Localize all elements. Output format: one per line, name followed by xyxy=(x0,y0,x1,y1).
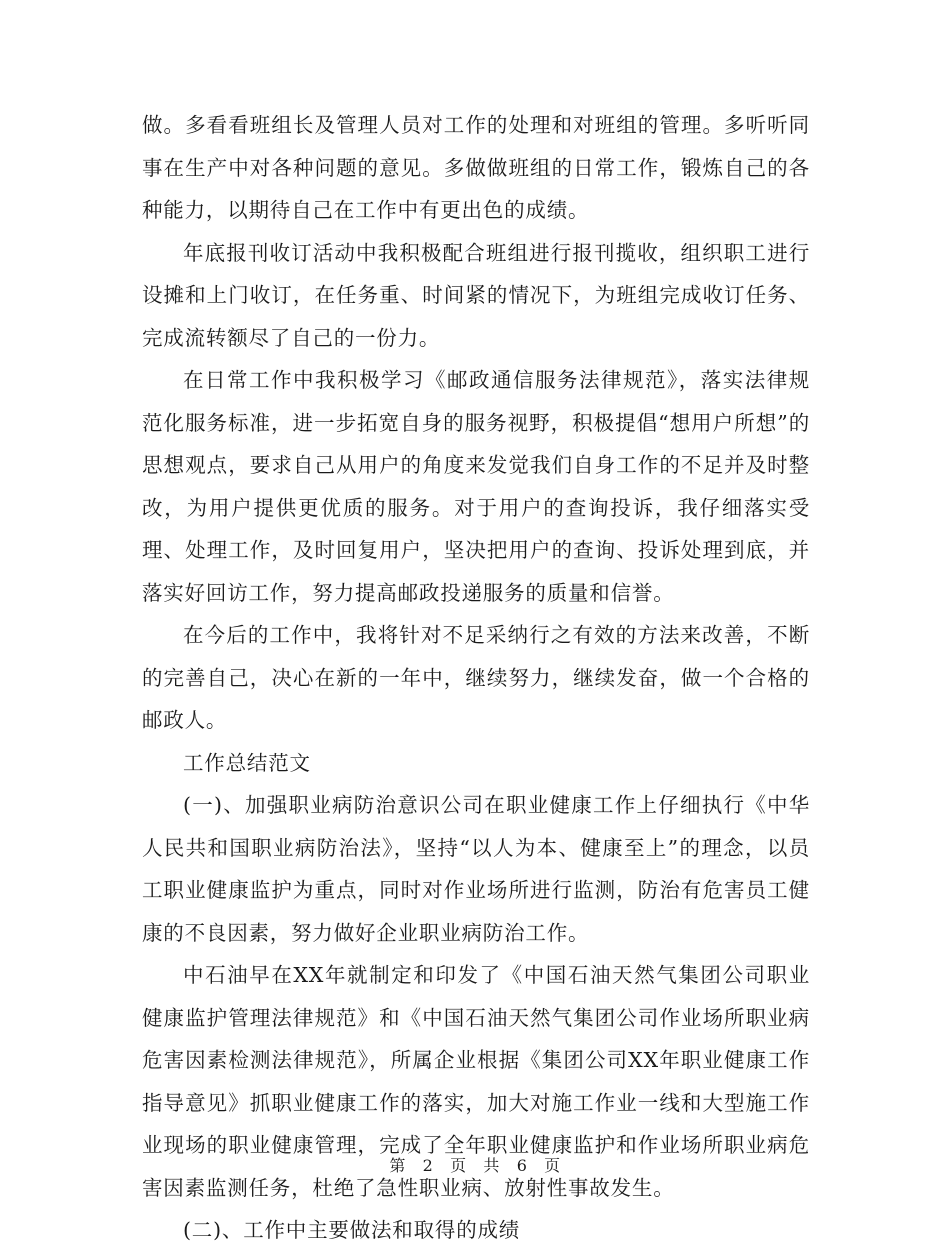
paragraph-occupational-health-awareness: (一)、加强职业病防治意识公司在职业健康工作上仔细执行《中华人民共和国职业病防治法》，坚持“以人为本、健康至上”的理念，以员工职业健康监护为重点，同时对作业场所进行监测，防治有危害员工健康的不良因素，努力做好企业职业病防治工作。 xyxy=(142,793,810,945)
total-label: 共 xyxy=(483,1156,500,1175)
paragraph-newspaper-subscription: 年底报刊收订活动中我积极配合班组进行报刊揽收，组织职工进行设摊和上门收订，在任务重、时间紧的情况下，为班组完成收订任务、完成流转额尽了自己的一份力。 xyxy=(142,240,810,350)
paragraph-cnpc-regulations: 中石油早在XX年就制定和印发了《中国石油天然气集团公司职业健康监护管理法律规范》和《中国石油天然气集团公司作业场所职业病危害因素检测法律规范》，所属企业根据《集团公司XX年职业健康工作指导意见》抓职业健康工作的落实，加大对施工作业一线和大型施工作业现场的职业健康管理，完成了全年职业健康监护和作业场所职业病危害因素监测任务，杜绝了急性职业病、放射性事故发生。 xyxy=(142,963,810,1200)
page-unit-label-2: 页 xyxy=(544,1156,561,1175)
section-title-work-summary: 工作总结范文 xyxy=(183,750,311,775)
paragraph-future-plans: 在今后的工作中，我将针对不足采纳行之有效的方法来改善，不断的完善自己，决心在新的一年中，继续努力，继续发奋，做一个合格的邮政人。 xyxy=(142,623,810,732)
current-page-number: 2 xyxy=(422,1156,434,1175)
section-heading-main-practices: (二)、工作中主要做法和取得的成绩 xyxy=(183,1218,521,1242)
page-unit-label: 页 xyxy=(450,1156,467,1175)
document-body xyxy=(142,104,810,1252)
page-label: 第 xyxy=(389,1156,406,1175)
total-pages-number: 6 xyxy=(516,1156,528,1175)
paragraph-continuation: 做。多看看班组长及管理人员对工作的处理和对班组的管理。多听听同事在生产中对各种问题的意见。多做做班组的日常工作，锻炼自己的各种能力，以期待自己在工作中有更出色的成绩。 xyxy=(142,113,810,222)
paragraph-postal-service-standards: 在日常工作中我积极学习《邮政通信服务法律规范》，落实法律规范化服务标准，进一步拓宽自身的服务视野，积极提倡“想用户所想”的思想观点，要求自己从用户的角度来发觉我们自身工作的不足并及时整改，为用户提供更优质的服务。对于用户的查询投诉，我仔细落实受理、处理工作，及时回复用户，坚决把用户的查询、投诉处理到底，并落实好回访工作，努力提高邮政投递服务的质量和信誉。 xyxy=(142,368,810,605)
page-footer xyxy=(0,1154,950,1178)
